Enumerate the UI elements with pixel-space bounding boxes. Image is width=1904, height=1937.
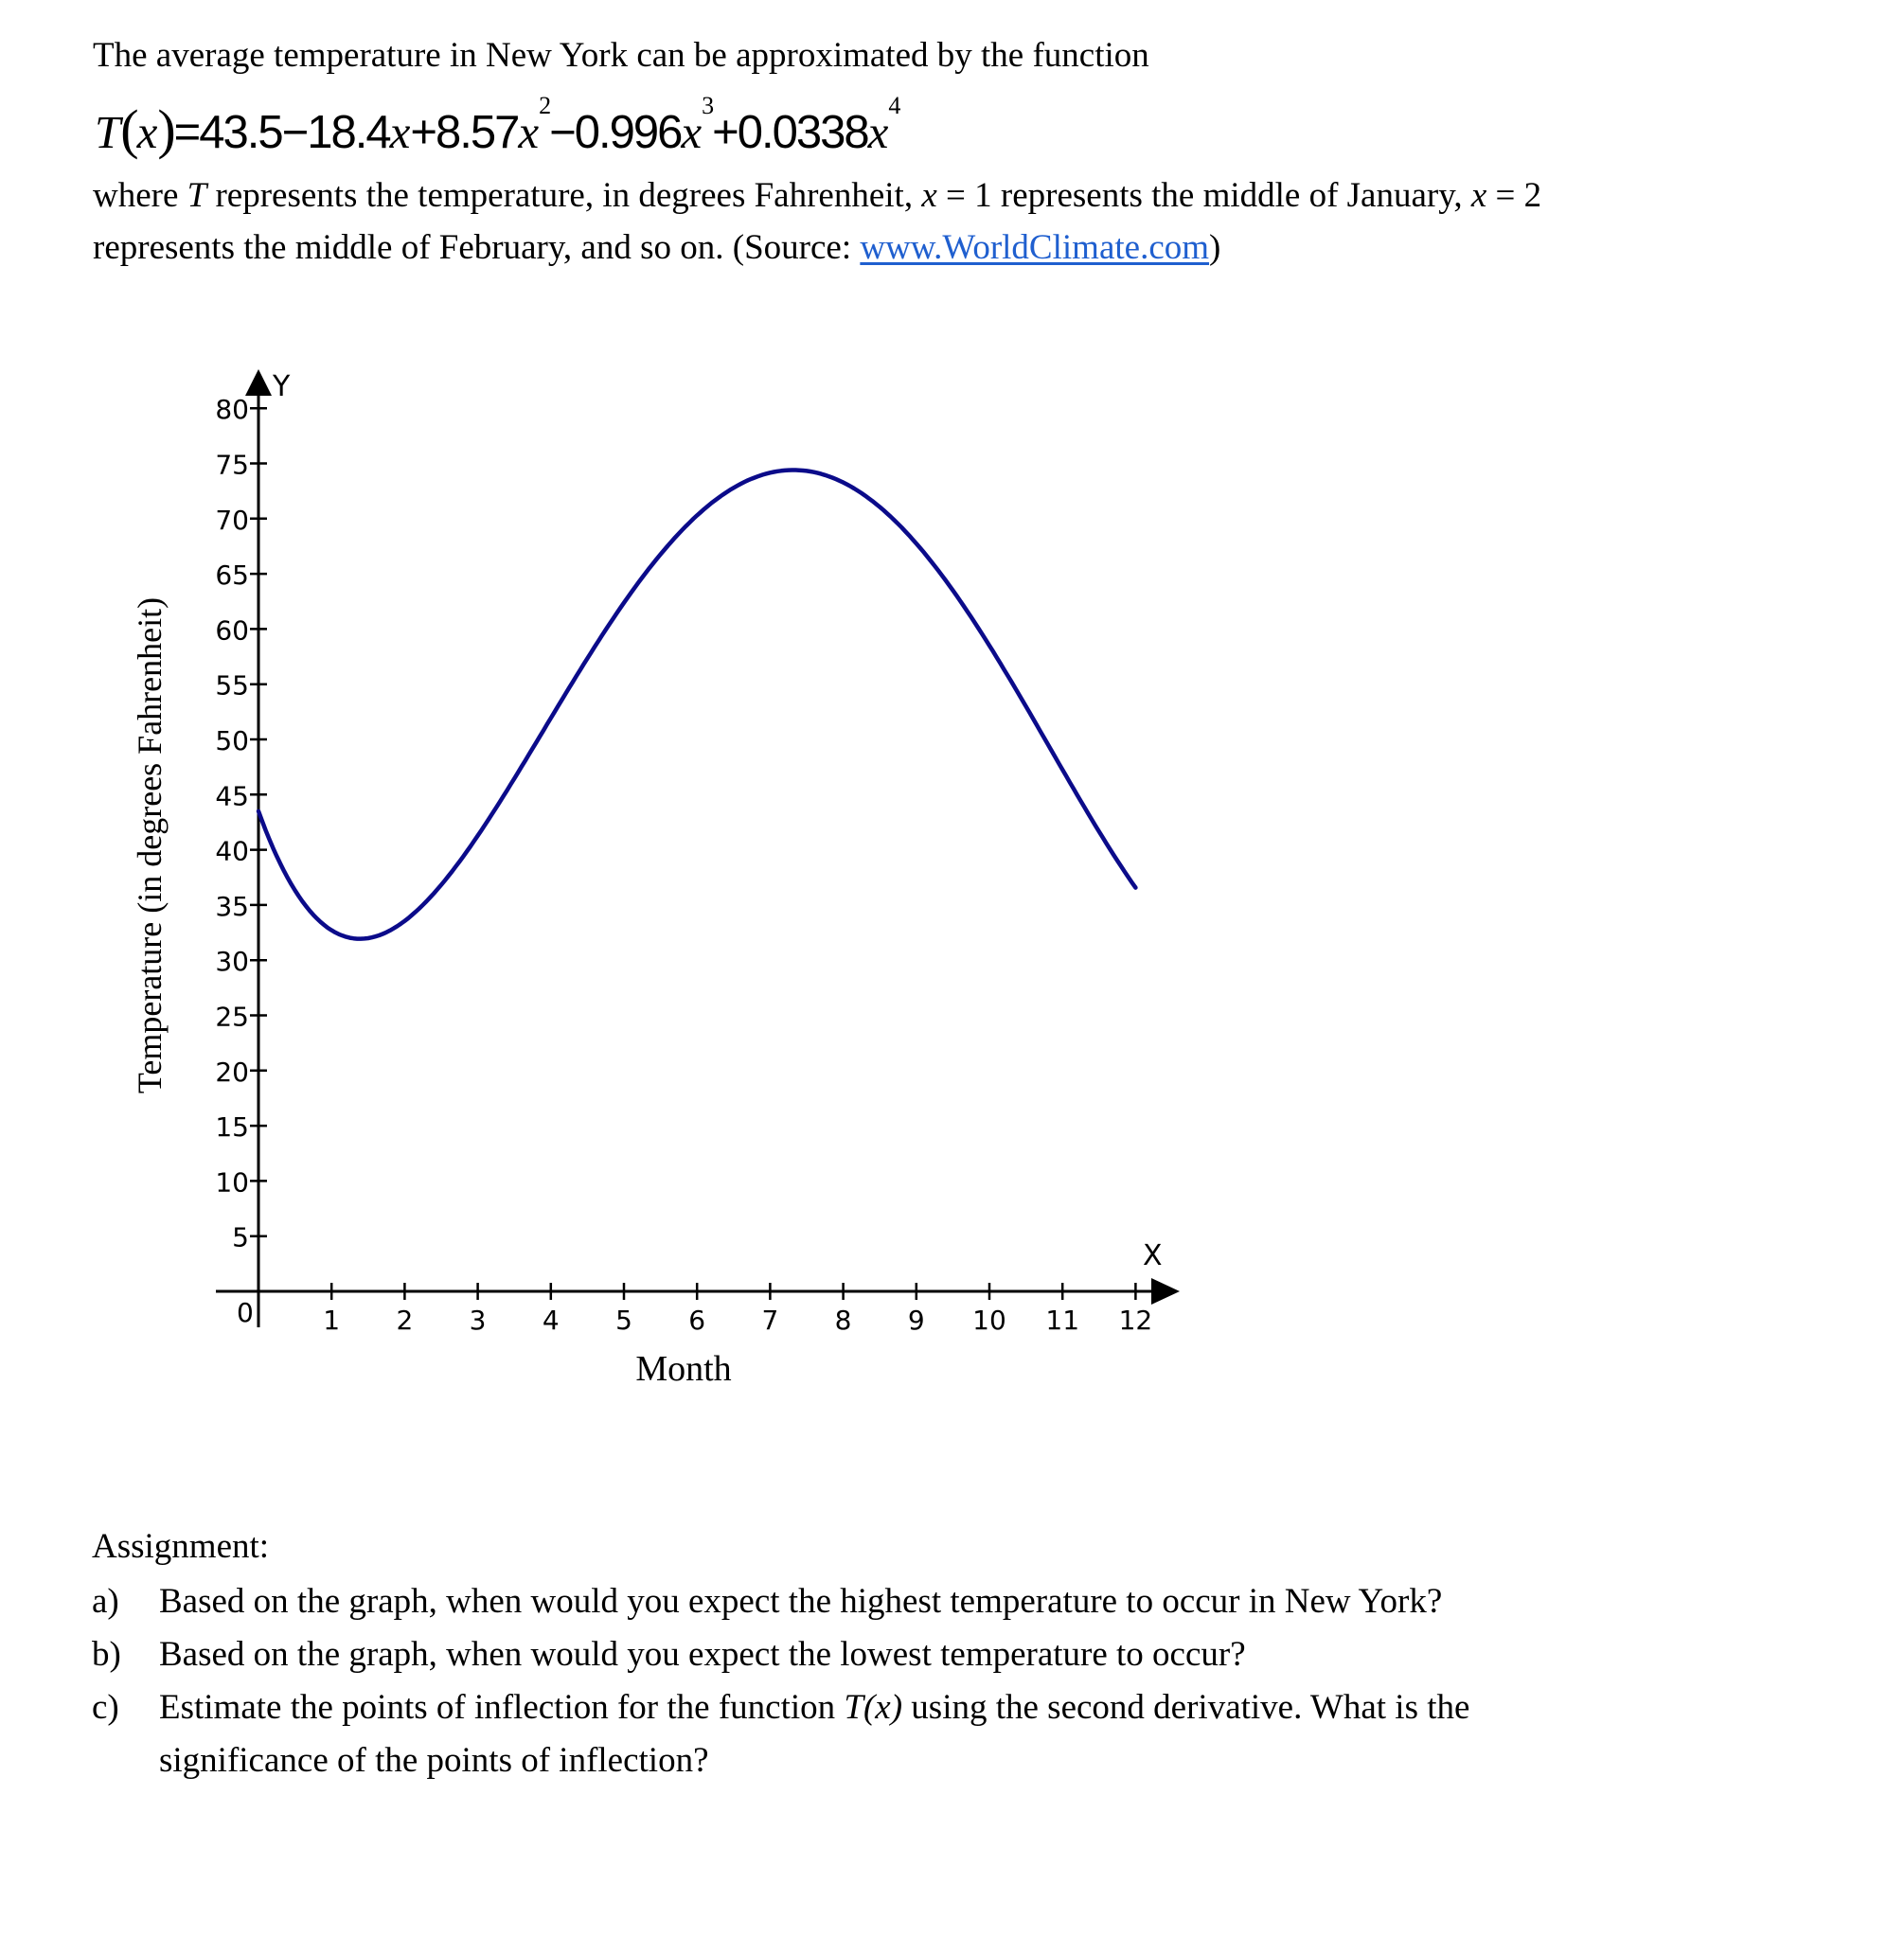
y-axis-arrow-icon (245, 369, 272, 396)
desc-text: represents the middle of February, and so on. (Source: (93, 228, 861, 267)
y-tick-label: 65 (215, 560, 249, 592)
desc-text: = 1 represents the middle of January, (936, 176, 1471, 215)
formula-term-1: −18.4 (281, 107, 390, 158)
y-tick-label: 5 (232, 1221, 249, 1253)
formula-var-x: x (681, 106, 703, 158)
x-tick-label: 1 (323, 1305, 341, 1336)
question-c-continuation: significance of the points of inflection? (159, 1741, 709, 1780)
question-c-part: Estimate the points of inflection for the function (159, 1688, 845, 1727)
formula-exp-3: 3 (702, 92, 713, 119)
desc-variable-T: T (187, 176, 207, 215)
formula-term-3: −0.996 (549, 107, 682, 158)
question-c-part: using the second derivative. What is the (902, 1688, 1470, 1727)
x-tick-label: 6 (688, 1305, 706, 1336)
x-tick-label: 2 (396, 1305, 414, 1336)
desc-text: = 2 (1486, 176, 1542, 215)
source-link[interactable]: www.WorldClimate.com (860, 228, 1210, 267)
x-tick-label: 10 (972, 1305, 1006, 1336)
question-b-text: Based on the graph, when would you expect the lowest temperature to occur? (159, 1635, 1246, 1674)
question-a-label: a) (92, 1582, 119, 1621)
formula-term-2: +8.57 (410, 107, 519, 158)
x-axis-arrow-icon (1151, 1278, 1180, 1305)
formula-term-4: +0.0338 (712, 107, 868, 158)
formula-constant: 43.5 (199, 107, 282, 158)
x-tick-label: 12 (1118, 1305, 1153, 1336)
x-tick-label: 7 (761, 1305, 779, 1336)
question-c-text (159, 1687, 1469, 1728)
x-tick-label: 3 (469, 1305, 487, 1336)
temperature-formula: $T(x)=43.5-18.4x+8.57x^2-0.996x^3+0.0338x^4$ (95, 92, 899, 160)
question-c-label: c) (92, 1688, 119, 1727)
desc-text: where (93, 176, 187, 215)
y-axis-label: Temperature (in degrees Fahrenheit) (131, 596, 169, 1094)
x-tick-label: 5 (615, 1305, 632, 1336)
y-tick-label: 30 (215, 946, 249, 978)
formula-exp-2: 2 (539, 92, 550, 119)
desc-variable-x: x (921, 176, 937, 215)
formula-var-x: x (389, 106, 411, 158)
y-tick-label: 35 (215, 890, 249, 922)
x-tick-label: 11 (1045, 1305, 1080, 1336)
question-c-function: T(x) (844, 1688, 903, 1727)
x-tick-label: 9 (907, 1305, 925, 1336)
intro-text: The average temperature in New York can be approximated by the function (93, 36, 1149, 75)
temperature-curve (258, 471, 1135, 939)
y-tick-label: 50 (215, 725, 249, 756)
x-axis-name: X (1143, 1239, 1163, 1272)
desc-variable-x: x (1470, 176, 1487, 215)
x-axis-label: Month (635, 1349, 732, 1389)
y-tick-label: 75 (215, 449, 249, 481)
y-tick-label: 55 (215, 669, 249, 702)
formula-var-x: x (518, 106, 540, 158)
question-b-label: b) (92, 1635, 121, 1674)
formula-function-name: T (95, 106, 121, 158)
x-tick-label: 8 (834, 1305, 852, 1336)
y-tick-label: 70 (215, 504, 249, 536)
formula-equals: = (173, 107, 200, 158)
y-tick-label: 60 (215, 614, 249, 647)
y-tick-label: 80 (215, 394, 249, 426)
formula-exp-4: 4 (888, 92, 899, 119)
y-tick-label: 25 (215, 1001, 249, 1033)
formula-variable: x (136, 106, 158, 158)
desc-text: represents the temperature, in degrees Fahrenheit, (206, 176, 922, 215)
y-axis-name: Y (273, 370, 291, 403)
formula-var-x: x (867, 106, 889, 158)
question-a-text: Based on the graph, when would you expect the highest temperature to occur in New York? (159, 1582, 1443, 1621)
y-tick-label: 45 (215, 780, 249, 812)
x-tick-label: 4 (542, 1305, 560, 1336)
origin-label: 0 (237, 1297, 254, 1328)
desc-text: ) (1209, 228, 1221, 267)
y-tick-label: 40 (215, 835, 249, 867)
y-tick-label: 15 (215, 1111, 249, 1144)
assignment-heading: Assignment: (92, 1527, 270, 1566)
y-tick-label: 10 (215, 1166, 249, 1199)
y-tick-label: 20 (215, 1056, 249, 1088)
